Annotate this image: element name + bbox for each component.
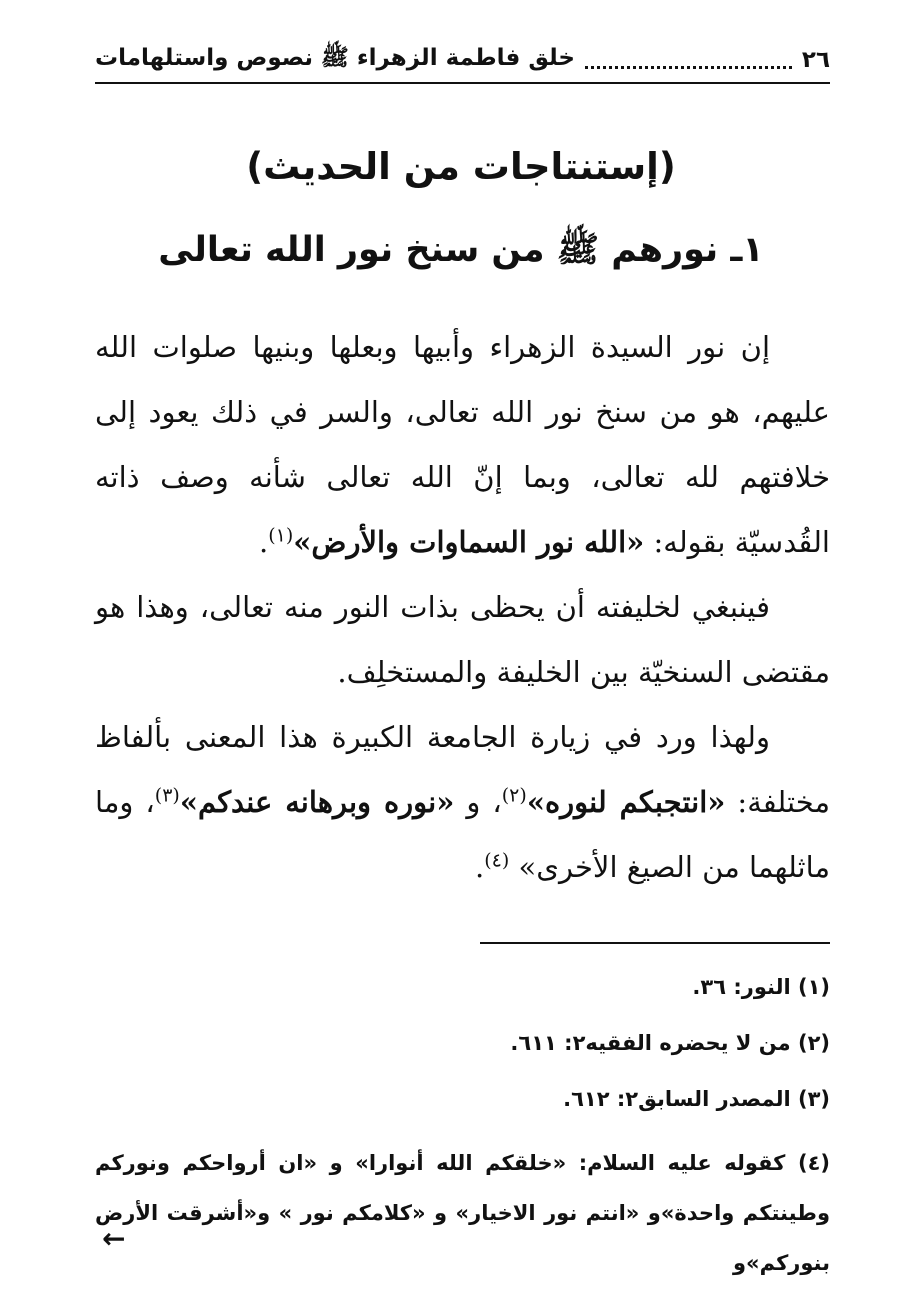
footnote-ref-3: (٣) xyxy=(154,784,180,807)
ziyara-quote-2: «نوره وبرهانه عندكم» xyxy=(179,785,455,819)
paragraph-1 xyxy=(95,315,830,575)
paragraph-2 xyxy=(95,575,830,705)
section-heading: (إستنتاجات من الحديث) xyxy=(246,145,676,188)
footnote-separator xyxy=(480,942,830,944)
footnote-ref-1: (١) xyxy=(268,524,294,547)
page-number: ٢٦ xyxy=(801,47,830,73)
footnote-2: (٢) من لا يحضره الفقيه٢: ٦١١. xyxy=(510,1031,830,1055)
header-dot-leader xyxy=(585,66,792,69)
book-title: خلق فاطمة الزهراء ﷺ نصوص واستلهامات xyxy=(95,45,576,71)
footnotes xyxy=(95,970,830,1310)
paragraph-3-end: . xyxy=(475,850,485,884)
continue-arrow-icon: ← xyxy=(102,1222,126,1255)
paragraph-1-end: . xyxy=(258,525,269,559)
running-header xyxy=(95,38,830,84)
subsection-heading: ١ـ نورهم ﷺ من سنخ نور الله تعالى xyxy=(158,230,764,270)
footnote-ref-4: (٤) xyxy=(484,849,510,872)
ziyara-quote-1: «انتجبكم لنوره» xyxy=(526,785,726,819)
quran-quote: «الله نور السماوات والأرض» xyxy=(293,525,645,559)
paragraph-2-text: فينبغي لخليفته أن يحظى بذات النور منه تعالى، وهذا هو مقتضى السنخيّة بين الخليفة والمستخلِف. xyxy=(95,590,830,689)
paragraph-3-text-end: ، وما ماثلهما من الصيغ الأخرى» xyxy=(95,785,830,884)
footnote-1: (١) النور: ٣٦. xyxy=(692,975,830,999)
body-text xyxy=(95,315,830,900)
footnote-ref-2: (٢) xyxy=(501,784,527,807)
footnote-4: (٤) كقوله عليه السلام: «خلقكم الله أنوارا» و «ان أرواحكم ونوركم وطينتكم واحدة»و «انتم نور الاخيار» و «كلامكم نور » و«أشرقت الأرض بنوركم»و xyxy=(95,1151,830,1275)
paragraph-3-text-start: ولهذا ورد في زيارة الجامعة الكبيرة هذا المعنى بألفاظ مختلفة: xyxy=(95,720,831,819)
paragraph-3 xyxy=(95,705,830,900)
paragraph-3-connector: ، و xyxy=(454,785,502,819)
footnote-3: (٣) المصدر السابق٢: ٦١٢. xyxy=(563,1087,830,1111)
paragraph-1-text: إن نور السيدة الزهراء وأبيها وبعلها وبنيها صلوات الله عليهم، هو من سنخ نور الله تعالى، والسر في ذلك يعود إلى خلافتهم لله تعالى، وبما إنّ الله تعالى شأنه وصف ذاته القُدسيّة بقوله: xyxy=(95,330,830,559)
